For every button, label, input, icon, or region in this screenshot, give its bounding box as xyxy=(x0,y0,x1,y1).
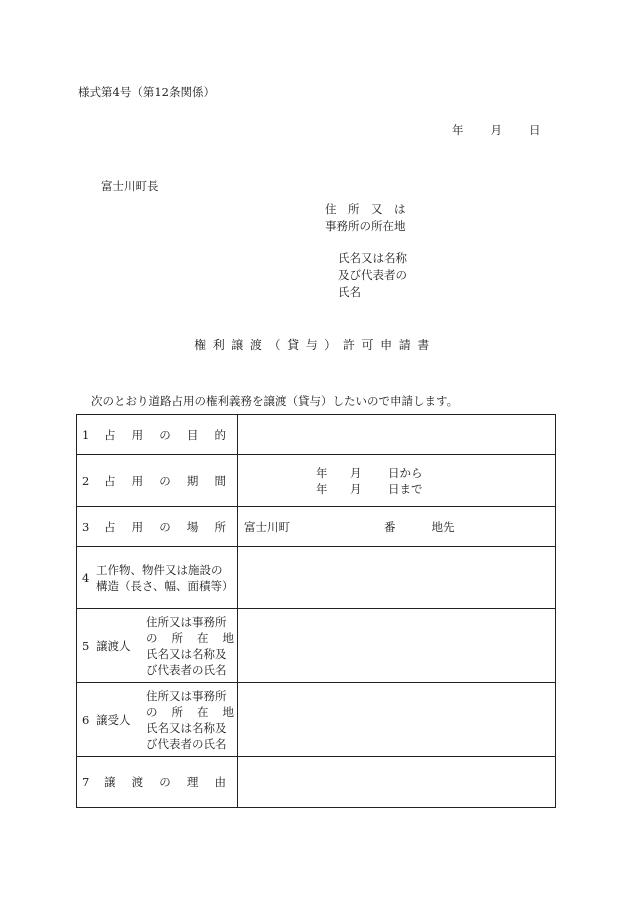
place-chisaki: 地先 xyxy=(431,519,455,534)
row6-number: 6 xyxy=(82,712,90,727)
table-row xyxy=(77,683,556,757)
row4-line2: 構造（長さ、幅、面積等） xyxy=(96,578,234,593)
row4-value[interactable] xyxy=(238,547,556,609)
row6-name2: び代表者の氏名 xyxy=(146,736,227,751)
row6-addr2-char: 所 xyxy=(171,704,183,719)
to-day: 日まで xyxy=(388,481,423,496)
row1-label xyxy=(77,415,238,455)
applicant-name-label xyxy=(338,250,407,301)
row4-line1: 工作物、物件又は施設の xyxy=(96,562,223,577)
date-year: 年 xyxy=(452,123,464,137)
row5-role: 譲渡人 xyxy=(96,638,131,653)
addressee: 富士川町長 xyxy=(101,179,159,193)
application-table xyxy=(76,414,556,808)
row5-label xyxy=(77,609,238,683)
row3-label xyxy=(77,507,238,547)
applicant-name-line2: 及び代表者の xyxy=(338,268,407,282)
applicant-address-label xyxy=(325,201,406,235)
date-day: 日 xyxy=(529,123,541,137)
table-row xyxy=(77,609,556,683)
row7-value[interactable] xyxy=(238,757,556,808)
to-year: 年 xyxy=(316,481,328,496)
table-row xyxy=(77,757,556,808)
applicant-address-line1: 住 所 又 は xyxy=(325,202,406,216)
from-month: 月 xyxy=(350,465,362,480)
row2-char: 占 xyxy=(104,473,116,488)
row2-char: 期 xyxy=(186,473,199,488)
row3-char: 占 xyxy=(104,519,116,534)
row6-addr2 xyxy=(146,704,234,720)
row3-char: 用 xyxy=(131,519,144,534)
row3-value[interactable] xyxy=(238,507,556,547)
place-ban: 番 xyxy=(384,519,396,534)
row2-label xyxy=(77,455,238,507)
row6-addr2-char: 在 xyxy=(197,704,209,719)
to-month: 月 xyxy=(350,481,362,496)
row6-addr2-char: 地 xyxy=(222,704,234,719)
row3-char: の xyxy=(159,519,171,534)
row6-value[interactable] xyxy=(238,683,556,757)
row1-value[interactable] xyxy=(238,415,556,455)
row1-char: 的 xyxy=(214,427,226,442)
row3-number: 3 xyxy=(82,519,90,534)
row4-label xyxy=(77,547,238,609)
row5-addr2-char: の xyxy=(146,630,158,645)
from-year: 年 xyxy=(316,465,328,480)
row6-role: 譲受人 xyxy=(96,712,131,727)
row7-char: 理 xyxy=(186,775,199,789)
table-row xyxy=(77,547,556,609)
row6-addr1: 住所又は事務所 xyxy=(146,688,227,703)
row2-char: 用 xyxy=(131,473,144,488)
row7-char: 由 xyxy=(214,775,226,789)
intro-text: 次のとおり道路占用の権利義務を譲渡（貸与）したいので申請します。 xyxy=(91,394,459,408)
row2-value[interactable] xyxy=(238,455,556,507)
date-month: 月 xyxy=(490,123,502,137)
row7-char: 譲 xyxy=(104,775,116,789)
row2-char: 間 xyxy=(214,473,226,488)
applicant-name-line3: 氏名 xyxy=(338,285,361,299)
row1-number: 1 xyxy=(82,427,90,442)
applicant-name-line1: 氏名又は名称 xyxy=(338,251,407,265)
table-row xyxy=(77,455,556,507)
row6-addr2-char: の xyxy=(146,704,158,719)
row2-number: 2 xyxy=(82,473,90,488)
applicant-address-line2: 事務所の所在地 xyxy=(325,219,406,233)
row5-number: 5 xyxy=(82,638,90,653)
row7-number: 7 xyxy=(82,775,90,789)
form-number: 様式第4号（第12条関係） xyxy=(78,85,215,99)
row2-char: の xyxy=(159,473,171,488)
from-day: 日から xyxy=(388,465,423,480)
row5-addr2-char: 在 xyxy=(197,630,209,645)
row6-name1: 氏名又は名称及 xyxy=(146,720,227,735)
period-from xyxy=(316,465,555,481)
row7-char: 渡 xyxy=(131,775,144,789)
row4-number: 4 xyxy=(82,570,90,585)
row1-char: 目 xyxy=(186,427,199,442)
row5-name2: び代表者の氏名 xyxy=(146,662,227,677)
date-line xyxy=(452,123,541,139)
row5-addr2-char: 地 xyxy=(222,630,234,645)
row5-addr2 xyxy=(146,630,234,646)
row7-char: の xyxy=(159,775,171,789)
row1-char: 用 xyxy=(131,427,144,442)
place-town: 富士川町 xyxy=(244,519,290,534)
table-row xyxy=(77,415,556,455)
row1-char: 占 xyxy=(104,427,116,442)
row5-addr2-char: 所 xyxy=(171,630,183,645)
period-to xyxy=(316,481,555,497)
document-title: 権利譲渡（貸与）許可申請書 xyxy=(194,338,436,352)
row6-label xyxy=(77,683,238,757)
row7-label xyxy=(77,757,238,808)
row1-char: の xyxy=(159,427,171,442)
row5-addr1: 住所又は事務所 xyxy=(146,614,227,629)
table-row xyxy=(77,507,556,547)
row3-char: 所 xyxy=(214,519,226,534)
row3-char: 場 xyxy=(186,519,199,534)
row5-name1: 氏名又は名称及 xyxy=(146,646,227,661)
row5-value[interactable] xyxy=(238,609,556,683)
